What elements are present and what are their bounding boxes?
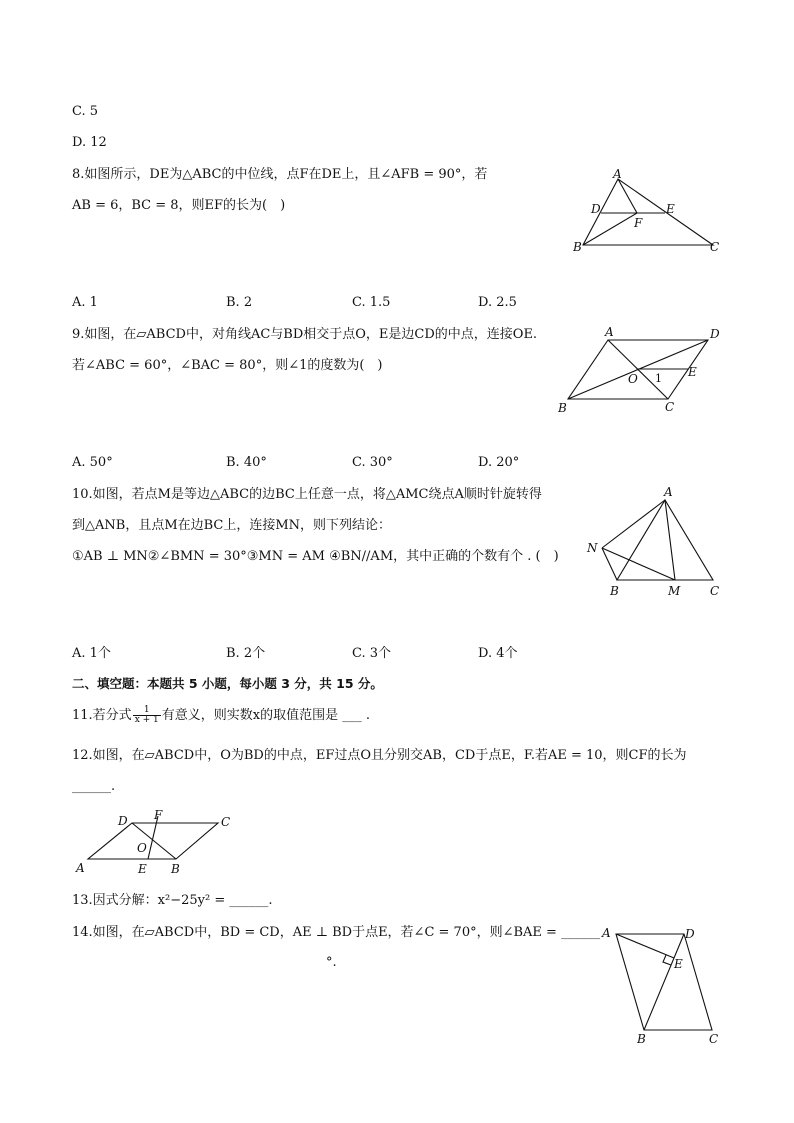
q14-figure (598, 922, 728, 1047)
q8-option-a: A. 1 (72, 295, 98, 310)
q14-label-b: B (637, 1032, 646, 1046)
q9-label-c: C (665, 400, 675, 414)
q8-label-e: E (666, 202, 675, 216)
q10-triangle-abc (617, 500, 713, 580)
q10-option-a: A. 1个 (72, 646, 111, 661)
q8-option-b: B. 2 (226, 295, 253, 310)
q9-figure (552, 322, 727, 417)
q12-text-line1: 12.如图，在▱ABCD中，O为BD的中点，EF过点O且分别交AB，CD于点E，F.若AE = 10，则CF的长为 (72, 748, 687, 763)
q8-label-d: D (591, 202, 601, 216)
q12-text-line2: ______. (72, 779, 116, 794)
q8-segment-af (618, 179, 637, 213)
q12-figure (70, 805, 240, 877)
q9-option-c: C. 30° (352, 455, 393, 470)
q8-figure (565, 165, 725, 257)
q10-option-c: C. 3个 (352, 646, 392, 661)
q10-label-a: A (664, 485, 673, 499)
q10-text-line3: ①AB ⊥ MN②∠BMN = 30°③MN = AM ④BN//AM，其中正确的个数有个 . ( ) (72, 549, 559, 564)
q14-text-line2: °. (326, 955, 337, 970)
q7-option-c: C. 5 (72, 104, 99, 119)
q14-label-e: E (674, 957, 683, 971)
q9-label-a: A (605, 325, 614, 339)
q8-text-line1: 8.如图所示，DE为△ABC的中位线，点F在DE上，且∠AFB = 90°，若 (72, 167, 488, 182)
q12-label-e: E (138, 862, 147, 876)
q9-text-line1: 9.如图，在▱ABCD中，对角线AC与BD相交于点O，E是边CD的中点，连接OE. (72, 327, 538, 342)
q11-fraction (133, 706, 161, 725)
q9-text-line2: 若∠ABC = 60°，∠BAC = 80°，则∠1的度数为( ) (72, 358, 383, 373)
q14-label-a: A (602, 926, 611, 940)
q9-label-angle-1: 1 (655, 372, 662, 385)
q8-text-line2: AB = 6，BC = 8，则EF的长为( ) (72, 198, 286, 213)
q8-option-d: D. 2.5 (478, 295, 517, 310)
q12-parallelogram-abcd (88, 823, 218, 859)
q10-segment-nm (602, 548, 675, 580)
q11-fraction-numerator: 1 (133, 706, 161, 716)
q10-label-m: M (668, 584, 681, 598)
q8-label-b: B (573, 240, 582, 254)
q9-label-o: O (628, 372, 638, 386)
q8-label-c: C (710, 240, 720, 254)
q8-label-a: A (613, 167, 622, 181)
q14-segment-ae (616, 934, 674, 958)
q13-text: 13.因式分解：x²−25y² = ______. (72, 893, 273, 908)
q10-label-b: B (610, 584, 619, 598)
q12-label-c: C (221, 815, 231, 829)
q10-label-n: N (587, 541, 598, 555)
section-2-heading: 二、填空题：本题共 5 小题，每小题 3 分，共 15 分。 (72, 676, 383, 691)
q11-suffix: 有意义，则实数x的取值范围是 ___ . (161, 708, 370, 723)
q12-label-b: B (171, 862, 180, 876)
q9-label-e: E (688, 365, 697, 379)
q12-label-a: A (76, 861, 85, 875)
q10-option-b: B. 2个 (226, 646, 266, 661)
q10-text-line2: 到△ANB，且点M在边BC上，连接MN，则下列结论： (72, 518, 392, 533)
q9-option-d: D. 20° (478, 455, 520, 470)
q14-text-line1: 14.如图，在▱ABCD中，BD = CD，AE ⊥ BD于点E，若∠C = 70°，则∠BAE = ______ (72, 925, 601, 940)
q10-segment-nb (602, 548, 617, 580)
q12-label-f: F (154, 808, 163, 822)
q8-option-c: C. 1.5 (352, 295, 391, 310)
q14-label-d: D (685, 927, 695, 941)
q12-label-d: D (118, 814, 128, 828)
q8-label-f: F (634, 216, 643, 230)
q10-label-c: C (710, 584, 720, 598)
q12-label-o: O (137, 841, 147, 855)
q9-label-b: B (558, 401, 567, 415)
q11-text (72, 706, 370, 725)
q10-text-line1: 10.如图，若点M是等边△ABC的边BC上任意一点，将△AMC绕点A顺时针旋转得 (72, 487, 542, 502)
q10-figure (580, 480, 730, 602)
q10-option-d: D. 4个 (478, 646, 518, 661)
q9-label-d: D (710, 327, 720, 341)
q10-segment-an (602, 500, 665, 548)
q14-label-c: C (709, 1032, 719, 1046)
q9-option-b: B. 40° (226, 455, 267, 470)
q8-triangle-abc (583, 179, 713, 245)
q11-prefix: 11.若分式 (72, 708, 132, 723)
q9-option-a: A. 50° (72, 455, 113, 470)
q7-option-d: D. 12 (72, 135, 107, 150)
q10-segment-am (665, 500, 675, 580)
q11-fraction-denominator: x + 1 (134, 715, 159, 725)
